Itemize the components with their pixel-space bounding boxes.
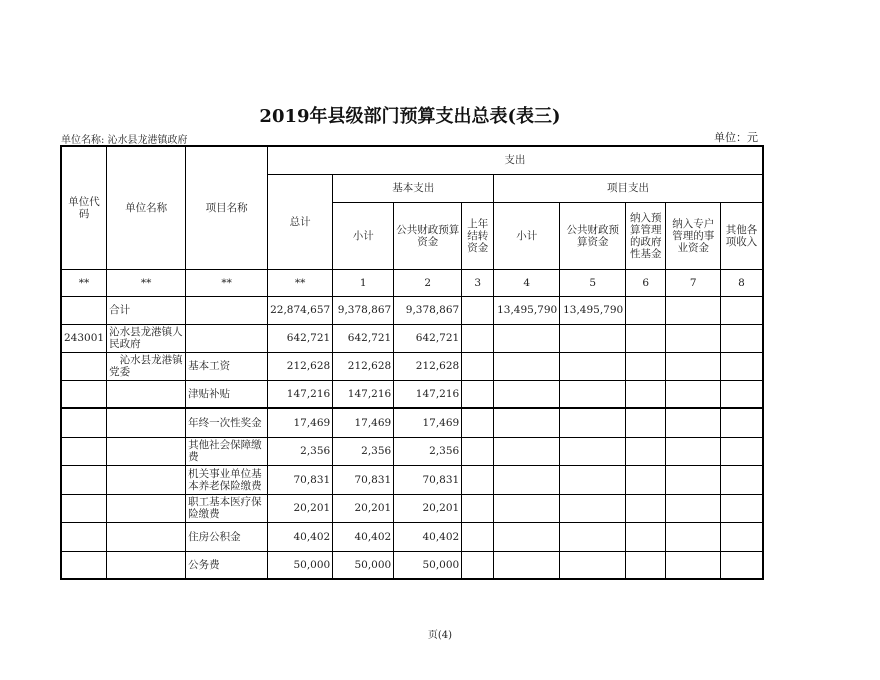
table-row bbox=[61, 408, 763, 437]
header-proj-other: 其他各项收入 bbox=[721, 202, 763, 269]
amount-cell: 212,628 bbox=[394, 352, 462, 380]
amount-cell: 9,378,867 bbox=[333, 296, 394, 324]
amount-cell: 17,469 bbox=[333, 408, 394, 437]
unit-code-cell bbox=[61, 296, 107, 324]
amount-cell bbox=[721, 380, 763, 408]
amount-cell bbox=[666, 522, 721, 551]
amount-cell: 20,201 bbox=[394, 494, 462, 522]
item-name-cell: 住房公积金 bbox=[186, 522, 268, 551]
amount-cell bbox=[462, 494, 494, 522]
header-proj-public: 公共财政预算资金 bbox=[560, 202, 626, 269]
header-proj-gov-fund: 纳入预算管理的政府性基金 bbox=[626, 202, 666, 269]
unit-code-cell bbox=[61, 465, 107, 494]
amount-cell: 20,201 bbox=[333, 494, 394, 522]
amount-cell bbox=[666, 551, 721, 579]
unit-code-cell bbox=[61, 522, 107, 551]
header-proj-special: 纳入专户管理的事业资金 bbox=[666, 202, 721, 269]
table-row bbox=[61, 522, 763, 551]
amount-cell: 642,721 bbox=[394, 324, 462, 352]
unit-code-cell: 243001 bbox=[61, 324, 107, 352]
header-basic-public: 公共财政预算资金 bbox=[394, 202, 462, 269]
item-name-cell: 年终一次性奖金 bbox=[186, 408, 268, 437]
amount-cell bbox=[666, 380, 721, 408]
table-row bbox=[61, 380, 763, 408]
amount-cell: 642,721 bbox=[333, 324, 394, 352]
amount-cell bbox=[462, 437, 494, 465]
unit-code-cell bbox=[61, 437, 107, 465]
item-name-cell bbox=[186, 296, 268, 324]
unit-name-cell bbox=[107, 494, 186, 522]
amount-cell: 147,216 bbox=[394, 380, 462, 408]
amount-cell bbox=[560, 408, 626, 437]
amount-cell bbox=[626, 408, 666, 437]
amount-cell bbox=[666, 296, 721, 324]
header-basic-carryover: 上年结转资金 bbox=[462, 202, 494, 269]
amount-cell bbox=[721, 408, 763, 437]
amount-cell: 2,356 bbox=[394, 437, 462, 465]
item-name-cell: 公务费 bbox=[186, 551, 268, 579]
amount-cell: 70,831 bbox=[333, 465, 394, 494]
amount-cell bbox=[666, 408, 721, 437]
header-name: 单位名称 bbox=[107, 146, 186, 269]
index-cell: 1 bbox=[333, 269, 394, 296]
header-proj-subtotal: 小计 bbox=[494, 202, 560, 269]
item-name-cell: 津贴补贴 bbox=[186, 380, 268, 408]
item-name-cell bbox=[186, 324, 268, 352]
amount-cell: 13,495,790 bbox=[560, 296, 626, 324]
table-row bbox=[61, 551, 763, 579]
amount-cell bbox=[560, 494, 626, 522]
table-row bbox=[61, 296, 763, 324]
table-row bbox=[61, 494, 763, 522]
amount-cell bbox=[626, 522, 666, 551]
amount-cell bbox=[462, 522, 494, 551]
amount-cell bbox=[721, 437, 763, 465]
amount-cell bbox=[560, 465, 626, 494]
header-total: 总计 bbox=[268, 174, 333, 269]
item-name-cell: 职工基本医疗保险缴费 bbox=[186, 494, 268, 522]
unit-name-cell: 沁水县龙港镇人民政府 bbox=[107, 324, 186, 352]
amount-cell bbox=[721, 465, 763, 494]
amount-cell bbox=[560, 551, 626, 579]
amount-cell bbox=[721, 352, 763, 380]
amount-cell bbox=[626, 494, 666, 522]
header-basic-subtotal: 小计 bbox=[333, 202, 394, 269]
amount-cell bbox=[494, 324, 560, 352]
index-cell: ** bbox=[61, 269, 107, 296]
amount-cell bbox=[462, 296, 494, 324]
page-title: 2019年县级部门预算支出总表(表三) bbox=[259, 106, 561, 127]
amount-cell bbox=[626, 352, 666, 380]
budget-table bbox=[60, 145, 764, 580]
index-cell: ** bbox=[107, 269, 186, 296]
amount-cell bbox=[494, 465, 560, 494]
amount-cell bbox=[721, 324, 763, 352]
page-number: 页(4) bbox=[427, 630, 453, 641]
index-cell: 8 bbox=[721, 269, 763, 296]
header-item: 项目名称 bbox=[186, 146, 268, 269]
amount-cell bbox=[626, 437, 666, 465]
header-expenditure: 支出 bbox=[268, 146, 763, 174]
amount-cell bbox=[626, 296, 666, 324]
table-row bbox=[61, 352, 763, 380]
table-row bbox=[61, 324, 763, 352]
amount-cell: 9,378,867 bbox=[394, 296, 462, 324]
amount-cell bbox=[494, 437, 560, 465]
amount-cell: 20,201 bbox=[268, 494, 333, 522]
header-basic: 基本支出 bbox=[333, 174, 494, 202]
table-row bbox=[61, 465, 763, 494]
amount-cell bbox=[494, 494, 560, 522]
amount-cell: 13,495,790 bbox=[494, 296, 560, 324]
amount-cell bbox=[560, 324, 626, 352]
amount-cell bbox=[721, 494, 763, 522]
amount-cell bbox=[462, 352, 494, 380]
unit-name-cell bbox=[107, 522, 186, 551]
amount-cell: 50,000 bbox=[394, 551, 462, 579]
amount-cell bbox=[666, 465, 721, 494]
amount-cell bbox=[494, 522, 560, 551]
amount-cell bbox=[721, 551, 763, 579]
amount-cell: 212,628 bbox=[268, 352, 333, 380]
amount-cell bbox=[462, 408, 494, 437]
unit-name-cell: 合计 bbox=[107, 296, 186, 324]
index-cell: 5 bbox=[560, 269, 626, 296]
amount-cell bbox=[462, 465, 494, 494]
unit-code-cell bbox=[61, 380, 107, 408]
amount-cell: 147,216 bbox=[333, 380, 394, 408]
amount-cell bbox=[666, 437, 721, 465]
amount-cell: 17,469 bbox=[268, 408, 333, 437]
amount-cell: 50,000 bbox=[268, 551, 333, 579]
index-cell: 7 bbox=[666, 269, 721, 296]
amount-cell: 40,402 bbox=[268, 522, 333, 551]
amount-cell bbox=[494, 408, 560, 437]
item-name-cell: 机关事业单位基本养老保险缴费 bbox=[186, 465, 268, 494]
unit-name-cell bbox=[107, 465, 186, 494]
amount-cell: 70,831 bbox=[268, 465, 333, 494]
index-cell: ** bbox=[186, 269, 268, 296]
amount-cell: 642,721 bbox=[268, 324, 333, 352]
amount-cell: 40,402 bbox=[394, 522, 462, 551]
unit-name: 单位名称: 沁水县龙港镇政府 bbox=[61, 135, 188, 146]
amount-cell bbox=[666, 324, 721, 352]
item-name-cell: 基本工资 bbox=[186, 352, 268, 380]
amount-cell bbox=[560, 437, 626, 465]
amount-cell: 2,356 bbox=[333, 437, 394, 465]
amount-cell: 17,469 bbox=[394, 408, 462, 437]
amount-cell bbox=[560, 352, 626, 380]
amount-cell bbox=[666, 494, 721, 522]
index-cell: 2 bbox=[394, 269, 462, 296]
amount-cell bbox=[462, 551, 494, 579]
amount-cell bbox=[626, 465, 666, 494]
item-name-cell: 其他社会保障缴费 bbox=[186, 437, 268, 465]
amount-cell bbox=[560, 522, 626, 551]
amount-cell bbox=[494, 352, 560, 380]
amount-cell: 40,402 bbox=[333, 522, 394, 551]
unit-code-cell bbox=[61, 494, 107, 522]
amount-cell bbox=[721, 296, 763, 324]
amount-cell bbox=[626, 380, 666, 408]
unit-name-cell bbox=[107, 437, 186, 465]
amount-cell bbox=[494, 551, 560, 579]
amount-cell: 22,874,657 bbox=[268, 296, 333, 324]
header-project: 项目支出 bbox=[494, 174, 763, 202]
amount-cell bbox=[462, 324, 494, 352]
unit-code-cell bbox=[61, 408, 107, 437]
index-cell: 6 bbox=[626, 269, 666, 296]
amount-cell: 2,356 bbox=[268, 437, 333, 465]
unit-name-cell bbox=[107, 408, 186, 437]
unit-name-cell bbox=[107, 380, 186, 408]
amount-cell bbox=[626, 324, 666, 352]
unit-code-cell bbox=[61, 352, 107, 380]
table-row bbox=[61, 437, 763, 465]
unit-name-cell bbox=[107, 551, 186, 579]
index-row bbox=[61, 269, 763, 296]
index-cell: ** bbox=[268, 269, 333, 296]
amount-cell bbox=[666, 352, 721, 380]
index-cell: 3 bbox=[462, 269, 494, 296]
amount-cell: 50,000 bbox=[333, 551, 394, 579]
amount-cell bbox=[721, 522, 763, 551]
unit-label: 单位：元 bbox=[714, 131, 758, 144]
amount-cell bbox=[494, 380, 560, 408]
unit-code-cell bbox=[61, 551, 107, 579]
amount-cell: 70,831 bbox=[394, 465, 462, 494]
amount-cell bbox=[560, 380, 626, 408]
amount-cell bbox=[626, 551, 666, 579]
amount-cell bbox=[462, 380, 494, 408]
amount-cell: 212,628 bbox=[333, 352, 394, 380]
amount-cell: 147,216 bbox=[268, 380, 333, 408]
index-cell: 4 bbox=[494, 269, 560, 296]
unit-name-cell: 沁水县龙港镇党委 bbox=[107, 352, 186, 380]
header-code: 单位代码 bbox=[61, 146, 107, 269]
